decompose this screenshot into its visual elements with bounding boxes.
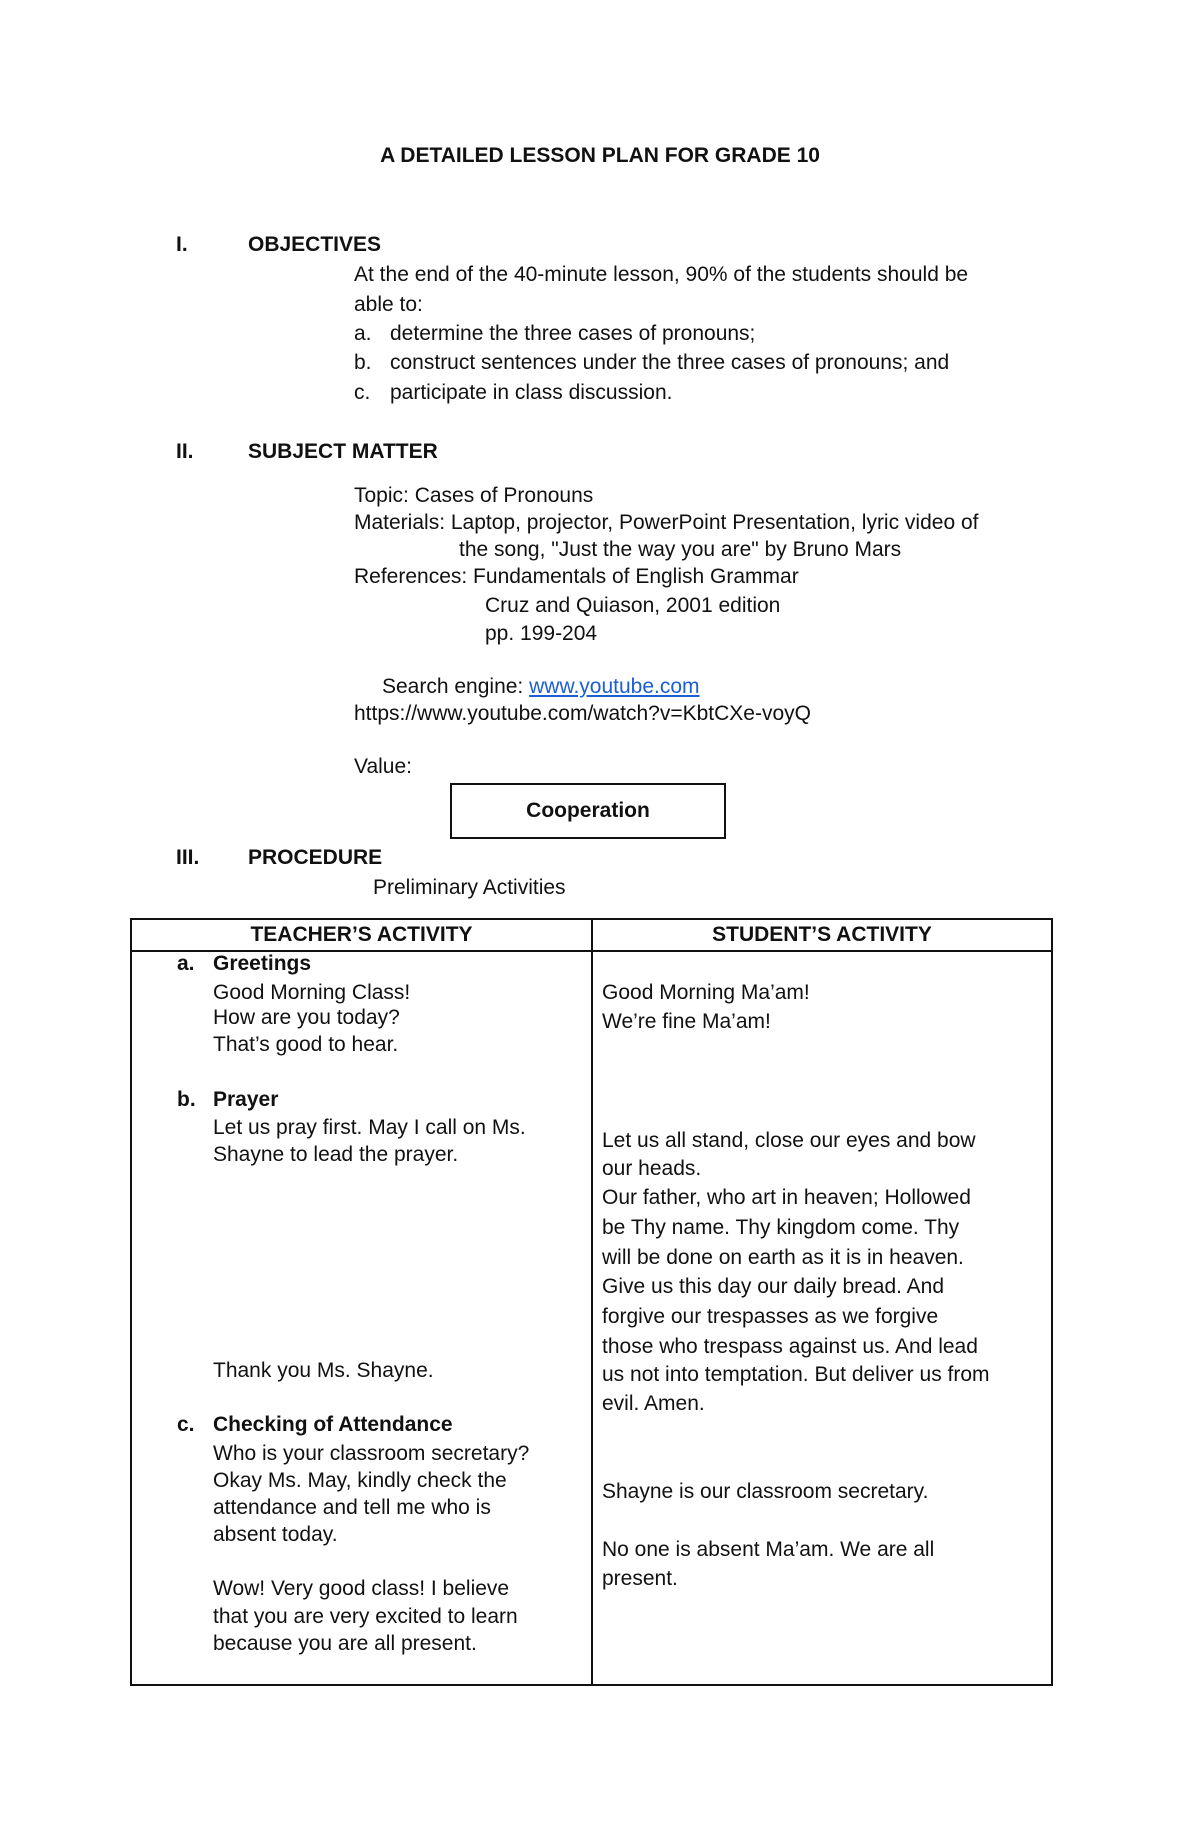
header-teacher-activity: TEACHER’S ACTIVITY bbox=[250, 923, 473, 946]
step-letter: b. bbox=[177, 1088, 196, 1111]
teacher-line: that you are very excited to learn bbox=[213, 1605, 518, 1628]
step-title-prayer: Prayer bbox=[213, 1088, 279, 1111]
document-title: A DETAILED LESSON PLAN FOR GRADE 10 bbox=[380, 144, 820, 167]
procedure-subheading: Preliminary Activities bbox=[373, 876, 566, 899]
section-heading-subject-matter: SUBJECT MATTER bbox=[248, 440, 438, 463]
section-heading-objectives: OBJECTIVES bbox=[248, 233, 382, 256]
student-line: our heads. bbox=[602, 1157, 702, 1180]
student-line: No one is absent Ma’am. We are all bbox=[602, 1538, 935, 1561]
student-line: We’re fine Ma’am! bbox=[602, 1010, 771, 1033]
references-pages: pp. 199-204 bbox=[485, 622, 598, 645]
objective-item: determine the three cases of pronouns; bbox=[390, 322, 756, 345]
objectives-intro: At the end of the 40-minute lesson, 90% of the students should be bbox=[354, 263, 969, 286]
section-heading-procedure: PROCEDURE bbox=[248, 846, 383, 869]
student-line: evil. Amen. bbox=[602, 1392, 705, 1415]
teacher-line: Let us pray first. May I call on Ms. bbox=[213, 1116, 526, 1139]
student-line: be Thy name. Thy kingdom come. Thy bbox=[602, 1216, 960, 1239]
objective-letter: a. bbox=[354, 322, 372, 345]
student-line: present. bbox=[602, 1567, 678, 1590]
value-label: Value: bbox=[354, 755, 412, 778]
student-line: Shayne is our classroom secretary. bbox=[602, 1480, 929, 1503]
header-student-activity: STUDENT’S ACTIVITY bbox=[712, 923, 932, 946]
teacher-line: Shayne to lead the prayer. bbox=[213, 1143, 459, 1166]
teacher-line: Okay Ms. May, kindly check the bbox=[213, 1469, 507, 1492]
step-letter: c. bbox=[177, 1413, 195, 1436]
value-box: Cooperation bbox=[450, 783, 726, 839]
student-line: Give us this day our daily bread. And bbox=[602, 1275, 945, 1298]
student-line: Our father, who art in heaven; Hollowed bbox=[602, 1186, 971, 1209]
teacher-line: How are you today? bbox=[213, 1006, 400, 1029]
references: References: Fundamentals of English Grammar bbox=[354, 565, 799, 588]
student-line: will be done on earth as it is in heaven. bbox=[602, 1246, 964, 1269]
teacher-line: absent today. bbox=[213, 1523, 338, 1546]
student-line: us not into temptation. But deliver us from bbox=[602, 1363, 990, 1386]
objective-letter: b. bbox=[354, 351, 372, 374]
teacher-line: attendance and tell me who is bbox=[213, 1496, 491, 1519]
topic: Topic: Cases of Pronouns bbox=[354, 484, 594, 507]
objective-item: construct sentences under the three cases of pronouns; and bbox=[390, 351, 950, 374]
teacher-line: Thank you Ms. Shayne. bbox=[213, 1359, 434, 1382]
step-title-greetings: Greetings bbox=[213, 952, 312, 975]
teacher-line: because you are all present. bbox=[213, 1632, 477, 1655]
section-numeral: I. bbox=[176, 233, 188, 256]
student-line: Let us all stand, close our eyes and bow bbox=[602, 1129, 976, 1152]
table-divider bbox=[591, 920, 593, 1684]
materials: Materials: Laptop, projector, PowerPoint Presentation, lyric video of bbox=[354, 511, 979, 534]
step-letter: a. bbox=[177, 952, 195, 975]
student-line: forgive our trespasses as we forgive bbox=[602, 1305, 939, 1328]
teacher-line: Who is your classroom secretary? bbox=[213, 1442, 530, 1465]
student-line: those who trespass against us. And lead bbox=[602, 1335, 978, 1358]
video-url: https://www.youtube.com/watch?v=KbtCXe-voyQ bbox=[354, 702, 811, 725]
objective-letter: c. bbox=[354, 381, 371, 404]
student-line: Good Morning Ma’am! bbox=[602, 981, 810, 1004]
search-engine-line bbox=[382, 675, 700, 699]
teacher-line: Wow! Very good class! I believe bbox=[213, 1577, 510, 1600]
objectives-intro: able to: bbox=[354, 293, 423, 316]
step-title-attendance: Checking of Attendance bbox=[213, 1413, 453, 1436]
references-cont: Cruz and Quiason, 2001 edition bbox=[485, 594, 781, 617]
search-engine-label: Search engine: bbox=[382, 675, 530, 698]
teacher-line: Good Morning Class! bbox=[213, 981, 411, 1004]
search-engine-link[interactable]: www.youtube.com bbox=[529, 675, 700, 698]
section-numeral: III. bbox=[176, 846, 200, 869]
objective-item: participate in class discussion. bbox=[390, 381, 673, 404]
materials-cont: the song, "Just the way you are" by Bruno Mars bbox=[459, 538, 902, 561]
section-numeral: II. bbox=[176, 440, 194, 463]
teacher-line: That’s good to hear. bbox=[213, 1033, 399, 1056]
